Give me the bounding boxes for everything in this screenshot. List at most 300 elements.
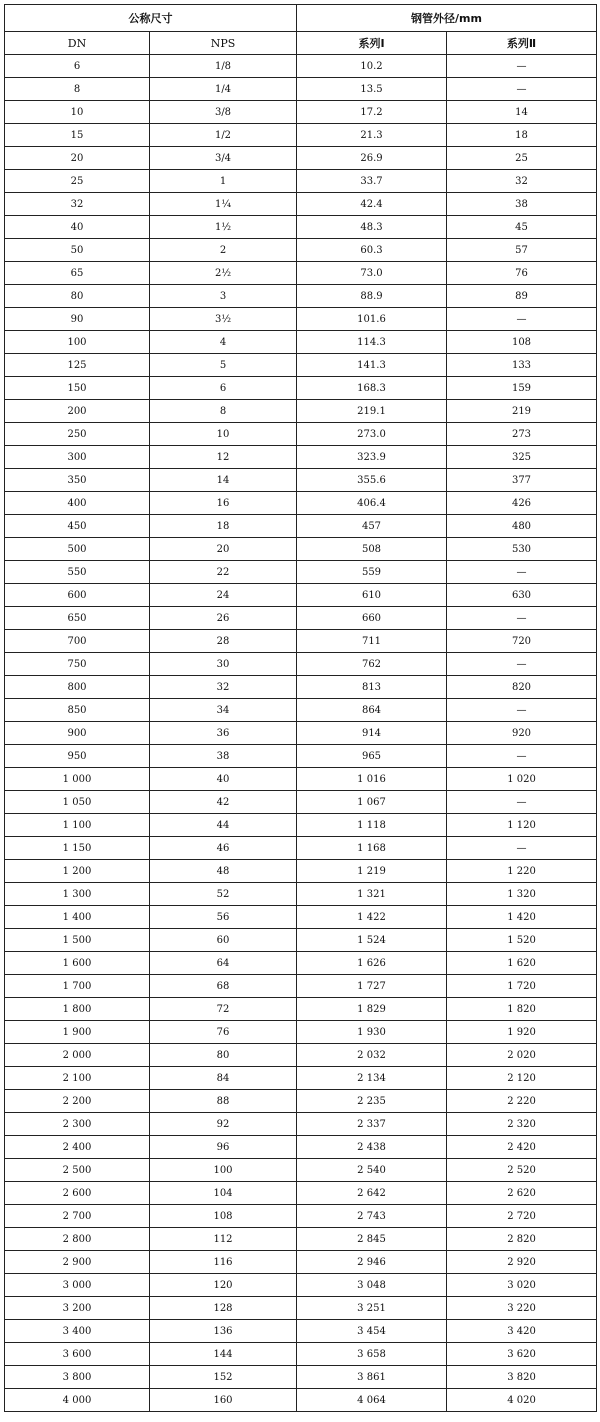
table-row <box>5 1113 597 1136</box>
series2-cell: 2 320 <box>447 1113 597 1136</box>
series2-cell: 57 <box>447 239 597 262</box>
dn-cell: 3 000 <box>5 1274 150 1297</box>
nps-cell: 1/4 <box>150 78 297 101</box>
nps-cell: 88 <box>150 1090 297 1113</box>
table-row <box>5 446 597 469</box>
table-row <box>5 1366 597 1389</box>
series2-cell: 159 <box>447 377 597 400</box>
table-row <box>5 285 597 308</box>
dn-cell: 1 100 <box>5 814 150 837</box>
series2-cell: 32 <box>447 170 597 193</box>
nps-cell: 3/8 <box>150 101 297 124</box>
nps-cell: 92 <box>150 1113 297 1136</box>
dn-cell: 125 <box>5 354 150 377</box>
table-row <box>5 584 597 607</box>
series2-cell: 630 <box>447 584 597 607</box>
dn-cell: 2 900 <box>5 1251 150 1274</box>
series2-cell: — <box>447 607 597 630</box>
series2-cell: 219 <box>447 400 597 423</box>
table-row <box>5 1343 597 1366</box>
dn-cell: 2 000 <box>5 1044 150 1067</box>
series2-cell: 2 620 <box>447 1182 597 1205</box>
series1-cell: 1 524 <box>297 929 447 952</box>
dn-cell: 3 800 <box>5 1366 150 1389</box>
series1-cell: 21.3 <box>297 124 447 147</box>
series1-cell: 48.3 <box>297 216 447 239</box>
table-row <box>5 354 597 377</box>
series2-cell: 2 920 <box>447 1251 597 1274</box>
nps-cell: 3 <box>150 285 297 308</box>
dn-cell: 200 <box>5 400 150 423</box>
dn-cell: 2 500 <box>5 1159 150 1182</box>
table-row <box>5 469 597 492</box>
series1-cell: 323.9 <box>297 446 447 469</box>
nps-cell: 36 <box>150 722 297 745</box>
series1-cell: 4 064 <box>297 1389 447 1412</box>
nps-cell: 64 <box>150 952 297 975</box>
table-row <box>5 1159 597 1182</box>
dn-cell: 25 <box>5 170 150 193</box>
nps-cell: 6 <box>150 377 297 400</box>
table-row <box>5 1044 597 1067</box>
series1-cell: 457 <box>297 515 447 538</box>
table-row <box>5 1182 597 1205</box>
series2-cell: 1 320 <box>447 883 597 906</box>
nps-cell: 14 <box>150 469 297 492</box>
dn-cell: 1 800 <box>5 998 150 1021</box>
dn-cell: 40 <box>5 216 150 239</box>
nps-cell: 46 <box>150 837 297 860</box>
series1-cell: 42.4 <box>297 193 447 216</box>
series2-cell: 325 <box>447 446 597 469</box>
nps-cell: 84 <box>150 1067 297 1090</box>
dn-cell: 750 <box>5 653 150 676</box>
nps-cell: 100 <box>150 1159 297 1182</box>
series2-cell: 1 620 <box>447 952 597 975</box>
nps-cell: 108 <box>150 1205 297 1228</box>
nps-cell: 1/8 <box>150 55 297 78</box>
table-row <box>5 722 597 745</box>
dn-cell: 300 <box>5 446 150 469</box>
series1-cell: 3 658 <box>297 1343 447 1366</box>
table-row <box>5 1136 597 1159</box>
series1-cell: 610 <box>297 584 447 607</box>
series1-cell: 1 727 <box>297 975 447 998</box>
dn-cell: 600 <box>5 584 150 607</box>
series1-cell: 1 422 <box>297 906 447 929</box>
dn-cell: 850 <box>5 699 150 722</box>
series2-cell: 3 020 <box>447 1274 597 1297</box>
dn-cell: 65 <box>5 262 150 285</box>
series2-cell: — <box>447 791 597 814</box>
series1-cell: 1 168 <box>297 837 447 860</box>
series2-column-header: 系列Ⅱ <box>447 32 597 55</box>
series1-cell: 1 016 <box>297 768 447 791</box>
dn-cell: 1 200 <box>5 860 150 883</box>
nps-cell: 1/2 <box>150 124 297 147</box>
series1-cell: 10.2 <box>297 55 447 78</box>
series2-cell: — <box>447 561 597 584</box>
series2-cell: — <box>447 699 597 722</box>
series2-cell: — <box>447 837 597 860</box>
table-row <box>5 768 597 791</box>
series1-column-header: 系列Ⅰ <box>297 32 447 55</box>
series2-cell: 108 <box>447 331 597 354</box>
series2-cell: 2 020 <box>447 1044 597 1067</box>
nps-cell: 2 <box>150 239 297 262</box>
series2-cell: — <box>447 55 597 78</box>
series2-cell: 377 <box>447 469 597 492</box>
dn-cell: 3 600 <box>5 1343 150 1366</box>
table-row <box>5 653 597 676</box>
series1-cell: 3 454 <box>297 1320 447 1343</box>
table-row <box>5 745 597 768</box>
nps-cell: 8 <box>150 400 297 423</box>
series1-cell: 168.3 <box>297 377 447 400</box>
table-row <box>5 998 597 1021</box>
series1-cell: 813 <box>297 676 447 699</box>
dn-cell: 32 <box>5 193 150 216</box>
dn-cell: 1 900 <box>5 1021 150 1044</box>
series1-cell: 88.9 <box>297 285 447 308</box>
series2-cell: 14 <box>447 101 597 124</box>
nps-cell: 42 <box>150 791 297 814</box>
nps-cell: 22 <box>150 561 297 584</box>
nps-cell: 160 <box>150 1389 297 1412</box>
series1-cell: 2 337 <box>297 1113 447 1136</box>
series1-cell: 1 321 <box>297 883 447 906</box>
nps-cell: 1¼ <box>150 193 297 216</box>
nps-cell: 60 <box>150 929 297 952</box>
series1-cell: 2 134 <box>297 1067 447 1090</box>
series2-cell: 89 <box>447 285 597 308</box>
nps-cell: 80 <box>150 1044 297 1067</box>
dn-cell: 650 <box>5 607 150 630</box>
table-row <box>5 952 597 975</box>
table-row <box>5 170 597 193</box>
nps-cell: 1½ <box>150 216 297 239</box>
series2-cell: 2 820 <box>447 1228 597 1251</box>
series1-cell: 2 743 <box>297 1205 447 1228</box>
dn-cell: 2 400 <box>5 1136 150 1159</box>
nps-cell: 30 <box>150 653 297 676</box>
table-row <box>5 676 597 699</box>
dn-cell: 3 200 <box>5 1297 150 1320</box>
dn-cell: 800 <box>5 676 150 699</box>
table-row <box>5 423 597 446</box>
dn-cell: 1 300 <box>5 883 150 906</box>
table-row <box>5 1251 597 1274</box>
series2-cell: 1 920 <box>447 1021 597 1044</box>
series1-cell: 965 <box>297 745 447 768</box>
series2-cell: 1 820 <box>447 998 597 1021</box>
table-row <box>5 216 597 239</box>
series1-cell: 1 067 <box>297 791 447 814</box>
nominal-size-header: 公称尺寸 <box>5 5 297 32</box>
nps-cell: 152 <box>150 1366 297 1389</box>
pipe-size-table-container <box>4 4 597 1412</box>
nps-cell: 18 <box>150 515 297 538</box>
nps-cell: 76 <box>150 1021 297 1044</box>
nps-cell: 38 <box>150 745 297 768</box>
dn-cell: 1 600 <box>5 952 150 975</box>
series2-cell: 480 <box>447 515 597 538</box>
table-row <box>5 1389 597 1412</box>
table-row <box>5 1021 597 1044</box>
nps-cell: 3½ <box>150 308 297 331</box>
series1-cell: 2 032 <box>297 1044 447 1067</box>
series2-cell: 820 <box>447 676 597 699</box>
nps-cell: 28 <box>150 630 297 653</box>
table-row <box>5 814 597 837</box>
series2-cell: 18 <box>447 124 597 147</box>
dn-cell: 350 <box>5 469 150 492</box>
dn-cell: 2 800 <box>5 1228 150 1251</box>
dn-cell: 8 <box>5 78 150 101</box>
nps-cell: 52 <box>150 883 297 906</box>
series1-cell: 1 829 <box>297 998 447 1021</box>
dn-cell: 2 300 <box>5 1113 150 1136</box>
dn-cell: 1 000 <box>5 768 150 791</box>
table-row <box>5 791 597 814</box>
nps-cell: 20 <box>150 538 297 561</box>
nps-cell: 56 <box>150 906 297 929</box>
table-row <box>5 101 597 124</box>
series2-cell: 1 220 <box>447 860 597 883</box>
dn-cell: 2 200 <box>5 1090 150 1113</box>
series1-cell: 2 946 <box>297 1251 447 1274</box>
table-row <box>5 400 597 423</box>
nps-cell: 26 <box>150 607 297 630</box>
series2-cell: 3 420 <box>447 1320 597 1343</box>
dn-cell: 90 <box>5 308 150 331</box>
table-row <box>5 630 597 653</box>
dn-cell: 1 400 <box>5 906 150 929</box>
table-row <box>5 55 597 78</box>
series1-cell: 2 845 <box>297 1228 447 1251</box>
series2-cell: 45 <box>447 216 597 239</box>
series1-cell: 101.6 <box>297 308 447 331</box>
table-row <box>5 124 597 147</box>
series1-cell: 3 048 <box>297 1274 447 1297</box>
table-row <box>5 147 597 170</box>
series2-cell: 1 120 <box>447 814 597 837</box>
dn-cell: 400 <box>5 492 150 515</box>
series2-cell: 4 020 <box>447 1389 597 1412</box>
series1-cell: 1 118 <box>297 814 447 837</box>
series1-cell: 2 235 <box>297 1090 447 1113</box>
series2-cell: 1 520 <box>447 929 597 952</box>
series2-cell: 1 420 <box>447 906 597 929</box>
series1-cell: 2 642 <box>297 1182 447 1205</box>
series2-cell: 2 420 <box>447 1136 597 1159</box>
dn-cell: 2 600 <box>5 1182 150 1205</box>
dn-cell: 100 <box>5 331 150 354</box>
table-row <box>5 1205 597 1228</box>
dn-cell: 250 <box>5 423 150 446</box>
series1-cell: 33.7 <box>297 170 447 193</box>
series2-cell: 133 <box>447 354 597 377</box>
series1-cell: 114.3 <box>297 331 447 354</box>
series1-cell: 508 <box>297 538 447 561</box>
series1-cell: 406.4 <box>297 492 447 515</box>
series1-cell: 914 <box>297 722 447 745</box>
series1-cell: 711 <box>297 630 447 653</box>
series2-cell: 2 120 <box>447 1067 597 1090</box>
series2-cell: 2 720 <box>447 1205 597 1228</box>
series1-cell: 2 540 <box>297 1159 447 1182</box>
nps-cell: 128 <box>150 1297 297 1320</box>
nps-cell: 68 <box>150 975 297 998</box>
series2-cell: 3 820 <box>447 1366 597 1389</box>
table-row <box>5 377 597 400</box>
nps-cell: 96 <box>150 1136 297 1159</box>
dn-cell: 1 700 <box>5 975 150 998</box>
series2-cell: — <box>447 653 597 676</box>
dn-cell: 550 <box>5 561 150 584</box>
nps-cell: 44 <box>150 814 297 837</box>
series2-cell: — <box>447 745 597 768</box>
series1-cell: 3 861 <box>297 1366 447 1389</box>
nps-cell: 120 <box>150 1274 297 1297</box>
dn-cell: 700 <box>5 630 150 653</box>
dn-cell: 2 700 <box>5 1205 150 1228</box>
nps-cell: 12 <box>150 446 297 469</box>
dn-cell: 80 <box>5 285 150 308</box>
series2-cell: 76 <box>447 262 597 285</box>
dn-cell: 1 050 <box>5 791 150 814</box>
table-row <box>5 929 597 952</box>
series2-cell: 2 520 <box>447 1159 597 1182</box>
table-row <box>5 1067 597 1090</box>
dn-cell: 50 <box>5 239 150 262</box>
series2-cell: 530 <box>447 538 597 561</box>
series1-cell: 60.3 <box>297 239 447 262</box>
series1-cell: 1 626 <box>297 952 447 975</box>
series1-cell: 355.6 <box>297 469 447 492</box>
series2-cell: 25 <box>447 147 597 170</box>
table-row <box>5 975 597 998</box>
nps-cell: 34 <box>150 699 297 722</box>
table-row <box>5 837 597 860</box>
table-row <box>5 607 597 630</box>
dn-cell: 1 500 <box>5 929 150 952</box>
nps-cell: 3/4 <box>150 147 297 170</box>
series2-cell: 38 <box>447 193 597 216</box>
series1-cell: 73.0 <box>297 262 447 285</box>
nps-column-header: NPS <box>150 32 297 55</box>
series1-cell: 660 <box>297 607 447 630</box>
series1-cell: 1 930 <box>297 1021 447 1044</box>
nps-cell: 72 <box>150 998 297 1021</box>
table-row <box>5 515 597 538</box>
table-row <box>5 1274 597 1297</box>
table-row <box>5 699 597 722</box>
series1-cell: 26.9 <box>297 147 447 170</box>
dn-cell: 6 <box>5 55 150 78</box>
nps-cell: 104 <box>150 1182 297 1205</box>
dn-column-header: DN <box>5 32 150 55</box>
series1-cell: 2 438 <box>297 1136 447 1159</box>
table-row <box>5 860 597 883</box>
series1-cell: 13.5 <box>297 78 447 101</box>
series1-cell: 1 219 <box>297 860 447 883</box>
series2-cell: 3 220 <box>447 1297 597 1320</box>
pipe-size-table <box>4 4 597 1412</box>
nps-cell: 48 <box>150 860 297 883</box>
table-row <box>5 193 597 216</box>
dn-cell: 4 000 <box>5 1389 150 1412</box>
table-row <box>5 78 597 101</box>
series2-cell: 920 <box>447 722 597 745</box>
dn-cell: 500 <box>5 538 150 561</box>
table-row <box>5 492 597 515</box>
series2-cell: 720 <box>447 630 597 653</box>
nps-cell: 16 <box>150 492 297 515</box>
dn-cell: 950 <box>5 745 150 768</box>
dn-cell: 20 <box>5 147 150 170</box>
series2-cell: — <box>447 78 597 101</box>
nps-cell: 24 <box>150 584 297 607</box>
series1-cell: 864 <box>297 699 447 722</box>
series2-cell: 273 <box>447 423 597 446</box>
series2-cell: 3 620 <box>447 1343 597 1366</box>
nps-cell: 116 <box>150 1251 297 1274</box>
series1-cell: 273.0 <box>297 423 447 446</box>
table-row <box>5 331 597 354</box>
table-row <box>5 906 597 929</box>
dn-cell: 150 <box>5 377 150 400</box>
series1-cell: 559 <box>297 561 447 584</box>
table-row <box>5 239 597 262</box>
series1-cell: 762 <box>297 653 447 676</box>
nps-cell: 144 <box>150 1343 297 1366</box>
dn-cell: 1 150 <box>5 837 150 860</box>
series1-cell: 3 251 <box>297 1297 447 1320</box>
series1-cell: 219.1 <box>297 400 447 423</box>
dn-cell: 450 <box>5 515 150 538</box>
table-row <box>5 883 597 906</box>
series2-cell: 2 220 <box>447 1090 597 1113</box>
table-row <box>5 1090 597 1113</box>
table-body <box>5 55 597 1412</box>
series2-cell: 426 <box>447 492 597 515</box>
table-row <box>5 308 597 331</box>
series2-cell: 1 720 <box>447 975 597 998</box>
series1-cell: 17.2 <box>297 101 447 124</box>
nps-cell: 136 <box>150 1320 297 1343</box>
dn-cell: 10 <box>5 101 150 124</box>
dn-cell: 15 <box>5 124 150 147</box>
nps-cell: 32 <box>150 676 297 699</box>
nps-cell: 2½ <box>150 262 297 285</box>
dn-cell: 900 <box>5 722 150 745</box>
nps-cell: 4 <box>150 331 297 354</box>
table-row <box>5 262 597 285</box>
table-row <box>5 561 597 584</box>
table-row <box>5 1228 597 1251</box>
table-row <box>5 1320 597 1343</box>
nps-cell: 112 <box>150 1228 297 1251</box>
table-row <box>5 1297 597 1320</box>
nps-cell: 40 <box>150 768 297 791</box>
nps-cell: 5 <box>150 354 297 377</box>
series2-cell: 1 020 <box>447 768 597 791</box>
series1-cell: 141.3 <box>297 354 447 377</box>
table-row <box>5 538 597 561</box>
nps-cell: 10 <box>150 423 297 446</box>
dn-cell: 2 100 <box>5 1067 150 1090</box>
